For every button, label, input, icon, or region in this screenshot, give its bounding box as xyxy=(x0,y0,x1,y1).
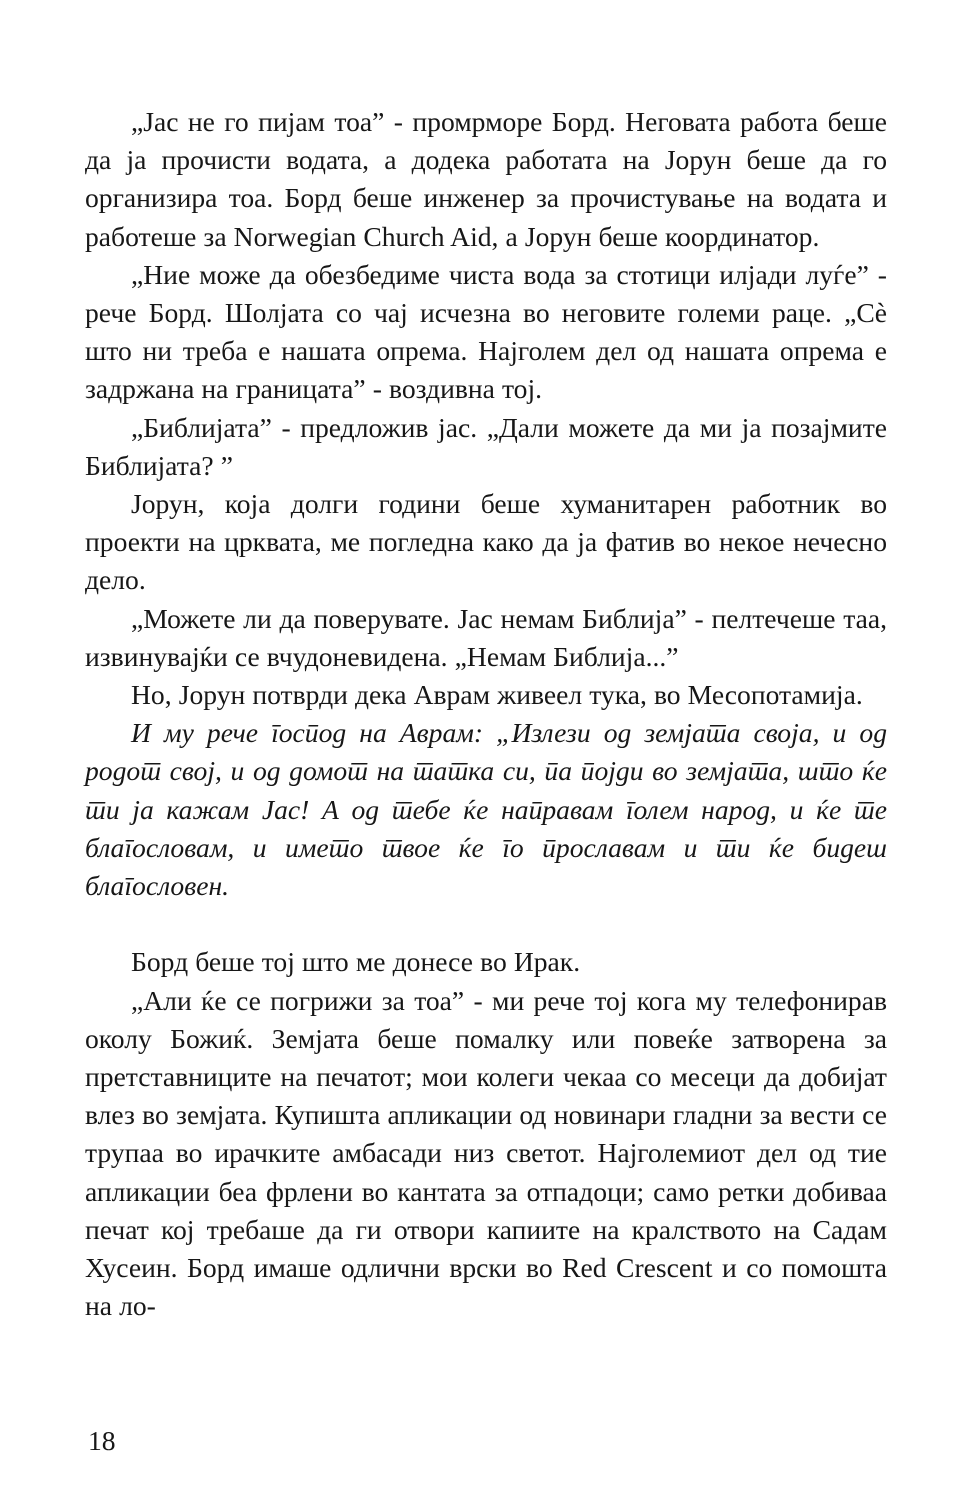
page-number: 18 xyxy=(88,1425,116,1456)
paragraph-6: Но, Јорун потврди дека Аврам живеел тука, во Месопотамија. xyxy=(131,679,863,711)
paragraph-1: „Јас не го пијам тоа” - промрморе Борд. Неговата работа беше да ја прочисти водата, а додека работата на Јорун беше да го организира тоа. Борд беше инженер за прочистување на водата и работеше за Norwegian Church Aid, а Јорун беше координатор. xyxy=(85,106,887,252)
paragraph-4: Јорун, која долги години беше хуманитарен работник во проекти на црквата, ме погледна како да ја фатив во некое нечесно дело. xyxy=(85,488,887,596)
paragraph-5: „Можете ли да поверувате. Јас немам Библија” - пелтечеше таа, извинувајќи се вчудоневидена. „Немам Библија...” xyxy=(85,602,887,672)
paragraph-8: Борд беше тој што ме донесе во Ирак. xyxy=(131,946,581,978)
text-column xyxy=(85,103,887,1325)
scripture-quote-block: И му рече господ на Аврам: „Излези од земјата своја, и од родот свој, и од домот на татка си, па појди во земјата, што ќе ти ја кажам Јас! А од тебе ќе направам голем народ, и ќе те благословам, и името твое ќе го прославам и ти ќе бидеш благословен. xyxy=(85,717,887,902)
paragraph-2: „Ние може да обезбедиме чиста вода за стотици илјади луѓе” - рече Борд. Шолјата со чај исчезна во неговите големи раце. „Сѐ што ни треба е нашата опрема. Најголем дел од нашата опрема е задржана на границата” - воздивна тој. xyxy=(85,258,887,405)
paragraph-3: „Библијата” - предложив јас. „Дали можете да ми ја позајмите Библијата? ” xyxy=(85,411,887,481)
paragraph-9: „Али ќе се погрижи за тоа” - ми рече тој кога му телефонирав околу Божиќ. Земјата беше помалку или повеќе затворена за претставниците на печатот; мои колеги чекаа со месеци да добијат влез во земјата. Купишта апликации од новинари гладни за вести се трупаа во ирачките амбасади низ светот. Најголемиот дел од тие апликации беа фрлени во кантата за отпадоци; само ретки добиваа печат кој требаше да ги отвори капиите на кралството на Садам Хусеин. Борд имаше одлични врски во Red Crescent и со помошта на ло- xyxy=(85,984,887,1322)
paragraph-spacer xyxy=(85,905,887,943)
